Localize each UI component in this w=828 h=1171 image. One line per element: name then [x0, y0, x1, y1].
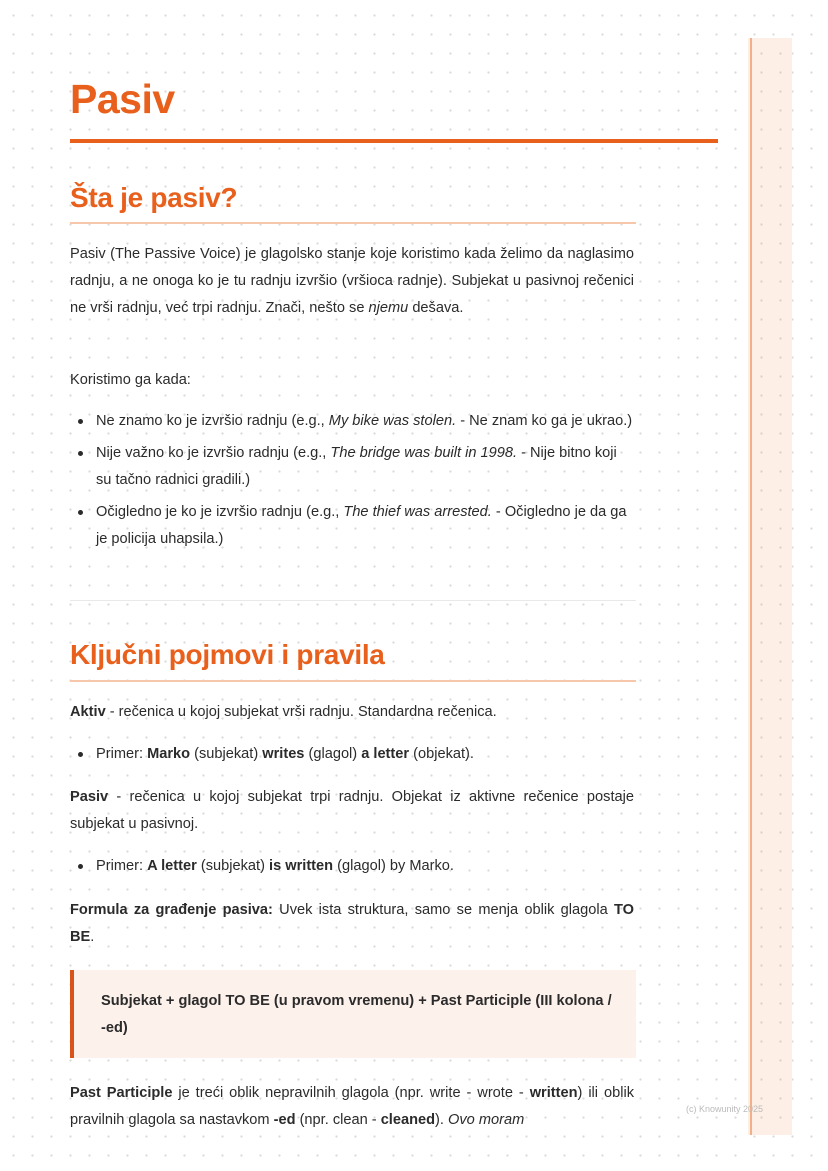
list-item-example: The bridge was built in 1998. [330, 445, 518, 461]
section-heading-sta-je-pasiv: Šta je pasiv? [70, 182, 238, 213]
list-item-text: Ne znamo ko je izvršio radnju (e.g., [96, 413, 329, 429]
example-label: Primer: [96, 858, 148, 874]
formula-text: Uvek ista struktura, samo se menja oblik glagola [272, 902, 614, 918]
list-item-example: The thief was arrested. [343, 504, 492, 520]
intro-paragraph [70, 241, 634, 322]
pp-emphasis: Ovo moram [448, 1112, 525, 1128]
term-pasiv: Pasiv [70, 789, 109, 805]
pp-word: cleaned [380, 1112, 436, 1128]
formula-callout-text: Subjekat + glagol TO BE (u pravom vremenu) + Past Participle (III kolona / -ed) [101, 993, 612, 1036]
list-item-text: - Ne znam ko ga je ukrao.) [456, 413, 633, 429]
pp-text: je treći oblik nepravilnih glagola (npr. write - wrote - [172, 1085, 530, 1101]
term-formula: Formula za građenje pasiva: [70, 902, 273, 918]
intro-text: Pasiv (The Passive Voice) je glagolsko stanje koje koristimo kada želimo da naglasimo radnju, a ne onoga ko je tu radnju izvršio (vršioca radnje). Subjekat u pasivnoj rečenici ne vrši radnju, već trpi radnju. Znači, nešto se [70, 246, 634, 316]
list-item-text: - Nije bitno koji su tačno radnici gradili.) [96, 445, 617, 488]
definition-text: - rečenica u kojoj subjekat vrši radnju. Standardna rečenica. [105, 704, 497, 720]
example-word: writes [262, 746, 305, 762]
list-item-text: Očigledno je ko je izvršio radnju (e.g., [96, 504, 344, 520]
example-word: is written [269, 858, 334, 874]
page-title: Pasiv [70, 76, 175, 122]
pp-text: ) ili oblik pravilnih glagola sa nastavkom [70, 1085, 634, 1128]
example-text: (glagol) by Marko. [333, 858, 454, 874]
list-item [70, 853, 636, 880]
term-aktiv: Aktiv [70, 704, 106, 720]
usage-list [70, 408, 636, 553]
title-underline [70, 139, 718, 143]
example-text: (glagol) [304, 746, 362, 762]
pp-word: -ed [273, 1112, 296, 1128]
list-item [70, 440, 636, 494]
pasiv-example-list [70, 853, 636, 880]
intro-emphasis: njemu [368, 300, 409, 316]
list-item [70, 408, 636, 435]
list-item-text: Nije važno ko je izvršio radnju (e.g., [96, 445, 331, 461]
past-participle-paragraph [70, 1080, 634, 1134]
formula-callout [70, 970, 636, 1058]
example-text: (objekat). [409, 746, 474, 762]
example-word: A letter [147, 858, 197, 874]
example-text: (subjekat) [190, 746, 263, 762]
section-divider [70, 600, 636, 601]
side-margin-strip [748, 38, 792, 1135]
copyright-footer: (c) Knowunity 2025 [686, 1104, 764, 1114]
example-word: Marko [147, 746, 191, 762]
list-item-text: - Očigledno je da ga je policija uhapsila.) [96, 504, 627, 547]
section-heading-kljucni-pojmovi: Ključni pojmovi i pravila [70, 639, 385, 670]
term-past-participle: Past Participle [70, 1085, 173, 1101]
section-heading-underline [70, 222, 636, 224]
section-heading-underline [70, 680, 636, 682]
intro-text-tail: dešava. [408, 300, 464, 316]
formula-paragraph [70, 897, 634, 951]
term-to-be: TO BE [70, 902, 634, 945]
definition-text: - rečenica u kojoj subjekat trpi radnju. Objekat iz aktivne rečenice postaje subjekat u pasivnoj. [70, 789, 634, 832]
formula-text-end: . [90, 929, 95, 945]
aktiv-definition [70, 699, 634, 726]
pasiv-definition [70, 784, 634, 838]
list-item-example: My bike was stolen. [328, 413, 457, 429]
example-word: a letter [361, 746, 410, 762]
usage-intro: Koristimo ga kada: [70, 372, 191, 388]
pp-word: written [529, 1085, 578, 1101]
side-margin-line [750, 38, 752, 1135]
list-item [70, 741, 636, 768]
aktiv-example-list [70, 741, 636, 768]
example-label: Primer: [96, 746, 148, 762]
pp-text: (npr. clean - [295, 1112, 381, 1128]
pp-text: ). [435, 1112, 449, 1128]
example-text: (subjekat) [196, 858, 270, 874]
list-item [70, 499, 636, 553]
